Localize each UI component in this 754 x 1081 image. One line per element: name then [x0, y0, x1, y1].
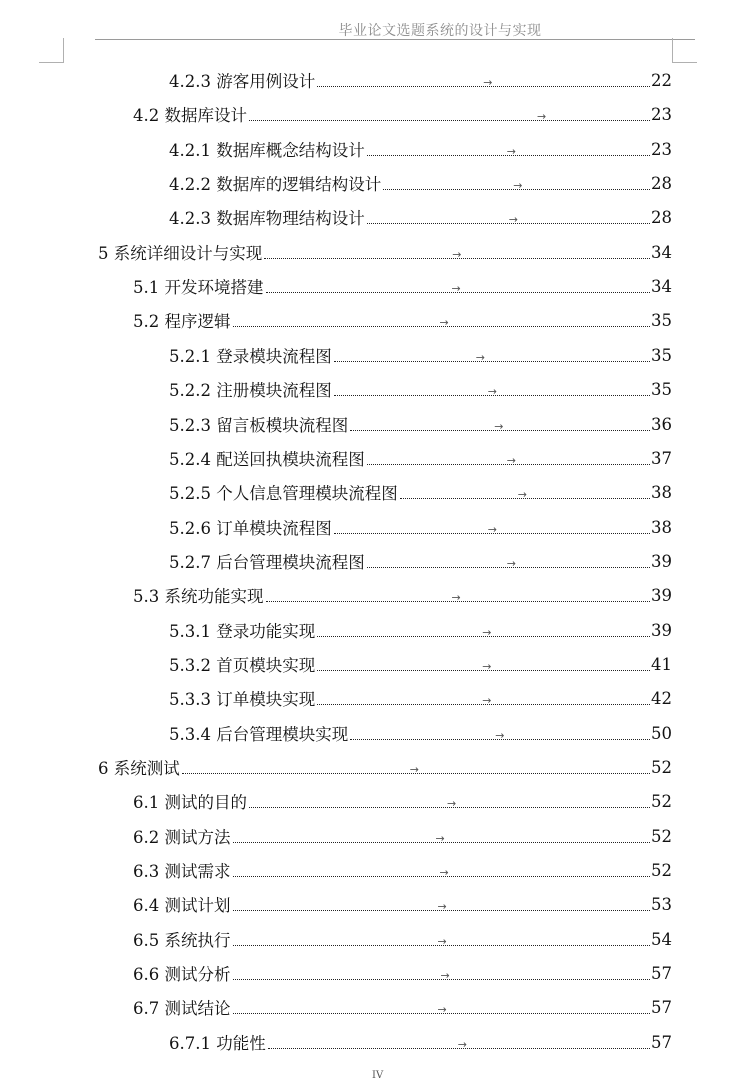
toc-entry[interactable] [98, 750, 672, 784]
toc-entry-label: 5.2.1 登录模块流程图 [169, 347, 332, 366]
dot-leader [317, 63, 650, 97]
toc-entry-page-number: 22 [651, 70, 672, 90]
tab-arrow-icon: → [452, 248, 462, 261]
dot-leader [233, 303, 651, 337]
dot-leader [249, 784, 650, 818]
toc-entry[interactable] [169, 716, 672, 750]
toc-entry-page-number: 52 [651, 860, 672, 880]
tab-arrow-icon: → [409, 763, 419, 776]
page-header-title: 毕业论文选题系统的设计与实现 [338, 23, 542, 39]
toc-entry-label: 5 系统详细设计与实现 [98, 244, 263, 263]
dot-leader [264, 235, 650, 269]
crop-mark-top-right [672, 38, 697, 63]
tab-arrow-icon: → [495, 729, 505, 742]
toc-entry-label: 6.7 测试结论 [133, 999, 231, 1018]
toc-entry-page-number: 38 [651, 482, 672, 502]
dot-leader [182, 750, 650, 784]
tab-arrow-icon: → [506, 557, 516, 570]
toc-entry-label: 5.3.3 订单模块实现 [169, 690, 316, 709]
toc-entry[interactable] [133, 97, 672, 131]
toc-entry[interactable] [133, 269, 672, 303]
toc-entry-label: 5.3.2 首页模块实现 [169, 656, 316, 675]
toc-entry-label: 6.5 系统执行 [133, 931, 231, 950]
toc-entry-label: 6.4 测试计划 [133, 896, 231, 915]
dot-leader [383, 166, 650, 200]
toc-entry-label: 4.2.3 游客用例设计 [169, 72, 316, 91]
toc-entry-page-number: 38 [651, 517, 672, 537]
toc-entry-label: 5.2.2 注册模块流程图 [169, 381, 332, 400]
tab-arrow-icon: → [487, 385, 497, 398]
toc-entry-page-number: 57 [651, 963, 672, 983]
toc-entry-label: 5.3.4 后台管理模块实现 [169, 725, 349, 744]
toc-entry[interactable] [169, 475, 672, 509]
toc-entry-page-number: 39 [651, 551, 672, 571]
toc-entry-page-number: 37 [651, 448, 672, 468]
dot-leader [268, 1025, 650, 1059]
dot-leader [233, 956, 651, 990]
dot-leader [367, 544, 650, 578]
toc-entry-page-number: 28 [651, 173, 672, 193]
toc-entry[interactable] [169, 338, 672, 372]
toc-entry[interactable] [133, 956, 672, 990]
toc-entry[interactable] [169, 200, 672, 234]
toc-entry[interactable] [169, 510, 672, 544]
toc-entry-page-number: 34 [651, 242, 672, 262]
tab-arrow-icon: → [435, 832, 445, 845]
toc-entry-label: 5.1 开发环境搭建 [133, 278, 264, 297]
dot-leader [367, 441, 650, 475]
tab-arrow-icon: → [482, 694, 492, 707]
toc-entry[interactable] [133, 922, 672, 956]
toc-entry-page-number: 57 [651, 997, 672, 1017]
toc-entry-page-number: 28 [651, 207, 672, 227]
dot-leader [233, 990, 651, 1024]
toc-entry-page-number: 39 [651, 585, 672, 605]
tab-arrow-icon: → [437, 900, 447, 913]
toc-entry-page-number: 52 [651, 757, 672, 777]
dot-leader [317, 613, 650, 647]
toc-entry[interactable] [169, 63, 672, 97]
toc-entry-label: 4.2.3 数据库物理结构设计 [169, 209, 365, 228]
tab-arrow-icon: → [447, 797, 457, 810]
toc-entry-label: 5.2.4 配送回执模块流程图 [169, 450, 365, 469]
dot-leader [317, 647, 650, 681]
dot-leader [233, 887, 651, 921]
dot-leader [350, 716, 650, 750]
toc-entry-page-number: 35 [651, 345, 672, 365]
tab-arrow-icon: → [506, 454, 516, 467]
toc-entry[interactable] [133, 784, 672, 818]
toc-entry[interactable] [169, 647, 672, 681]
toc-entry-page-number: 39 [651, 620, 672, 640]
dot-leader [266, 578, 651, 612]
dot-leader [233, 819, 651, 853]
dot-leader [367, 200, 650, 234]
dot-leader [400, 475, 650, 509]
header-rule [95, 39, 695, 40]
tab-arrow-icon: → [517, 488, 527, 501]
toc-entry-page-number: 42 [651, 688, 672, 708]
toc-entry-label: 4.2.1 数据库概念结构设计 [169, 141, 365, 160]
tab-arrow-icon: → [437, 935, 447, 948]
dot-leader [317, 681, 650, 715]
toc-entry-label: 6.1 测试的目的 [133, 793, 247, 812]
tab-arrow-icon: → [483, 76, 493, 89]
tab-arrow-icon: → [440, 969, 450, 982]
toc-entry-page-number: 54 [651, 929, 672, 949]
dot-leader [266, 269, 651, 303]
toc-entry[interactable] [169, 132, 672, 166]
tab-arrow-icon: → [513, 179, 523, 192]
toc-entry-label: 4.2.2 数据库的逻辑结构设计 [169, 175, 382, 194]
dot-leader [233, 922, 651, 956]
toc-entry-label: 6.3 测试需求 [133, 862, 231, 881]
dot-leader [367, 132, 650, 166]
toc-entry-page-number: 52 [651, 826, 672, 846]
toc-entry-label: 6.6 测试分析 [133, 965, 231, 984]
dot-leader [334, 372, 650, 406]
toc-entry[interactable] [169, 441, 672, 475]
toc-entry[interactable] [133, 990, 672, 1024]
dot-leader [233, 853, 651, 887]
tab-arrow-icon: → [508, 213, 518, 226]
tab-arrow-icon: → [451, 591, 461, 604]
footer-page-mark: IV [372, 1070, 384, 1081]
dot-leader [350, 407, 650, 441]
toc-entry-page-number: 23 [651, 104, 672, 124]
toc-entry-page-number: 41 [651, 654, 672, 674]
toc-entry[interactable] [169, 372, 672, 406]
toc-entry[interactable] [169, 1025, 672, 1059]
toc-entry-label: 4.2 数据库设计 [133, 106, 247, 125]
toc-entry-label: 5.2 程序逻辑 [133, 312, 231, 331]
toc-entry-page-number: 34 [651, 276, 672, 296]
toc-entry-label: 5.2.7 后台管理模块流程图 [169, 553, 365, 572]
tab-arrow-icon: → [506, 145, 516, 158]
toc-entry-page-number: 36 [651, 414, 672, 434]
toc-entry[interactable] [169, 681, 672, 715]
dot-leader [334, 338, 650, 372]
toc-entry-label: 5.2.3 留言板模块流程图 [169, 416, 349, 435]
toc-entry-page-number: 23 [651, 139, 672, 159]
crop-mark-top-left [39, 38, 64, 63]
toc-entry-label: 6.2 测试方法 [133, 828, 231, 847]
toc-entry-label: 5.2.5 个人信息管理模块流程图 [169, 484, 398, 503]
tab-arrow-icon: → [451, 282, 461, 295]
toc-entry[interactable] [98, 235, 672, 269]
tab-arrow-icon: → [482, 660, 492, 673]
toc-entry-page-number: 57 [651, 1032, 672, 1052]
toc-entry-page-number: 35 [651, 310, 672, 330]
tab-arrow-icon: → [439, 866, 449, 879]
tab-arrow-icon: → [482, 626, 492, 639]
toc-entry-label: 6 系统测试 [98, 759, 180, 778]
toc-entry[interactable] [169, 407, 672, 441]
toc-entry[interactable] [169, 166, 672, 200]
dot-leader [334, 510, 650, 544]
toc-entry-label: 5.3 系统功能实现 [133, 587, 264, 606]
toc-entry-page-number: 50 [651, 723, 672, 743]
toc-entry-page-number: 53 [651, 894, 672, 914]
toc-entry-label: 6.7.1 功能性 [169, 1034, 266, 1053]
toc-entry[interactable] [133, 853, 672, 887]
tab-arrow-icon: → [457, 1038, 467, 1051]
dot-leader [249, 97, 650, 131]
toc-entry[interactable] [133, 303, 672, 337]
toc-entry-page-number: 35 [651, 379, 672, 399]
tab-arrow-icon: → [537, 110, 547, 123]
toc-entry[interactable] [169, 613, 672, 647]
toc-entry-label: 5.3.1 登录功能实现 [169, 622, 316, 641]
tab-arrow-icon: → [439, 316, 449, 329]
tab-arrow-icon: → [437, 1003, 447, 1016]
tab-arrow-icon: → [475, 351, 485, 364]
toc-entry-label: 5.2.6 订单模块流程图 [169, 519, 332, 538]
toc-entry[interactable] [133, 887, 672, 921]
tab-arrow-icon: → [487, 523, 497, 536]
toc-entry[interactable] [133, 819, 672, 853]
tab-arrow-icon: → [494, 420, 504, 433]
toc-entry[interactable] [133, 578, 672, 612]
toc-entry[interactable] [169, 544, 672, 578]
toc-entry-page-number: 52 [651, 791, 672, 811]
